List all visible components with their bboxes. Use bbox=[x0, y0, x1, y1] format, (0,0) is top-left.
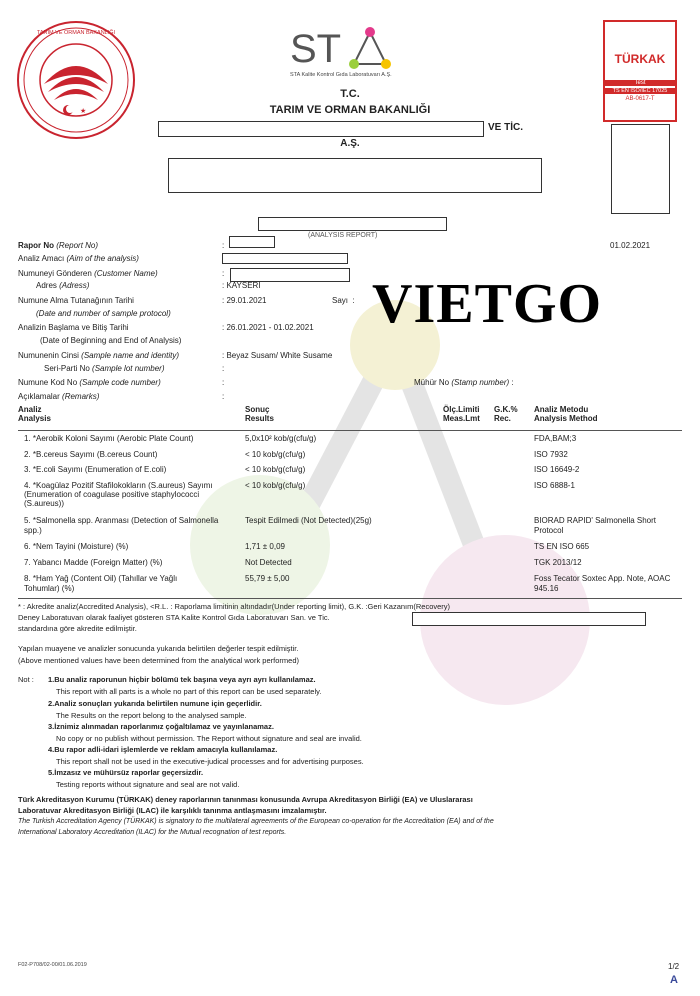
table-header-rule bbox=[18, 430, 682, 431]
info-amac: Analiz Amacı (Aim of the analysis) bbox=[18, 254, 139, 263]
info-adres: Adres (Adress) bbox=[36, 281, 90, 290]
performed-en: (Above mentioned values have been determined from the analytical work performed) bbox=[18, 656, 299, 665]
svg-text:TARIM VE ORMAN BAKANLIĞI: TARIM VE ORMAN BAKANLIĞI bbox=[36, 30, 116, 36]
redacted-accred bbox=[412, 612, 646, 626]
note-1-en: This report with all parts is a whole no part of this report can be used separately. bbox=[56, 687, 322, 696]
turkak-text-en-1: The Turkish Accreditation Agency (TÜRKAK) is signatory to the multilateral agreements of the European co-operation for the Accreditation (EA) and of the bbox=[18, 818, 494, 825]
vietgo-watermark: VIETGO bbox=[372, 273, 603, 335]
note-3-en: No copy or no publish without permission. The Report without signature and seal are invalid. bbox=[56, 734, 362, 743]
info-kod: Numune Kod No (Sample code number) bbox=[18, 378, 161, 387]
header-ministry: TARIM VE ORMAN BAKANLIĞI bbox=[269, 104, 431, 116]
info-gonderen: Numuneyi Gönderen (Customer Name) bbox=[18, 269, 158, 278]
th-analiz: Analiz Analysis bbox=[18, 405, 51, 423]
note-4-en: This report shall not be used in the executive-judical processes and for advertising purposes. bbox=[56, 757, 364, 766]
header-ve-tic: VE TİC. bbox=[488, 122, 524, 133]
sta-subtitle: STA Kalite Kontrol Gıda Laboratuvarı A.Ş. bbox=[290, 72, 392, 78]
performed-tr: Yapılan muayene ve analizler sonucunda yukarıda belirtilen değerler tespit edilmiştir. bbox=[18, 644, 299, 653]
note-1-tr: 1.Bu analiz raporunun hiçbir bölümü tek başına veya ayrı ayrı kullanılamaz. bbox=[48, 675, 316, 684]
analysis-report-label: (ANALYSIS REPORT) bbox=[308, 232, 378, 239]
not-label: Not : bbox=[18, 675, 34, 684]
info-seri: Seri-Parti No (Sample lot number) bbox=[44, 364, 165, 373]
turkak-standard: TS EN ISO/IEC 17025 bbox=[605, 88, 675, 94]
header-tc: T.C. bbox=[340, 88, 360, 100]
page-number: 1/2 bbox=[668, 962, 680, 971]
redacted-lab-name bbox=[158, 121, 484, 137]
note-2-en: The Results on the report belong to the analysed sample. bbox=[56, 711, 247, 720]
note-2-tr: 2.Analiz sonuçları yukarıda belirtilen numune için geçerlidir. bbox=[48, 699, 262, 708]
report-date: 01.02.2021 bbox=[610, 241, 651, 250]
svg-text:★: ★ bbox=[80, 108, 87, 115]
note-5-en: Testing reports without signature and seal are not valid. bbox=[56, 780, 240, 789]
info-aciklama: Açıklamalar (Remarks) bbox=[18, 392, 100, 401]
turkak-code: AB-0617-T bbox=[625, 96, 655, 102]
redacted-report-title bbox=[258, 217, 447, 231]
redacted-report-no bbox=[229, 236, 275, 248]
redacted-customer bbox=[230, 268, 350, 282]
th-sonuc: Sonuç Results bbox=[245, 405, 274, 423]
accred-text-1: Deney Laboratuvarı olarak faaliyet gösteren STA Kalite Kontrol Gıda Laboratuvarı San. ve Tic. bbox=[18, 613, 330, 622]
th-gk: G.K.% Rec. bbox=[494, 405, 518, 423]
info-baslama-en: (Date of Beginning and End of Analysis) bbox=[40, 336, 182, 345]
sta-logo-letters: ST bbox=[290, 27, 342, 70]
form-code: F02-P708/02-00/01.06.2019 bbox=[18, 962, 87, 968]
info-rapor-no: Rapor No (Report No) bbox=[18, 241, 99, 250]
turkak-text-tr-2: Laboratuvar Akreditasyon Birliği (ILAC) ile karşılıklı tanınma antlaşmasını imzalamıştır. bbox=[18, 806, 327, 815]
legend-text: * : Akredite analiz(Accredited Analysis), <R.L. : Raporlama limitinin altındadır(Under reporting limit), G.K. :Geri Kazanım(Recovery) bbox=[18, 602, 451, 611]
note-4-tr: 4.Bu rapor adli-idari işlemlerde ve reklam amacıyla kullanılamaz. bbox=[48, 745, 278, 754]
header-as: A.Ş. bbox=[340, 138, 360, 149]
redacted-aim bbox=[222, 253, 348, 264]
label: Rapor No bbox=[18, 241, 54, 250]
turkak-name: TÜRKAK bbox=[614, 52, 666, 66]
info-tutanak: Numune Alma Tutanağının Tarihi bbox=[18, 296, 134, 305]
info-muhur: Mühür No (Stamp number) : bbox=[414, 378, 514, 387]
th-metod: Analiz Metodu Analysis Method bbox=[534, 405, 598, 423]
note-5-tr: 5.İmzasız ve mühürsüz raporlar geçersizdir. bbox=[48, 768, 204, 777]
turkak-text-en-2: International Laboratory Accreditation (ILAC) for the Mutual recognation of test reports. bbox=[18, 829, 287, 836]
info-baslama: Analizin Başlama ve Bitiş Tarihi bbox=[18, 323, 129, 332]
turkak-test: Test bbox=[605, 80, 675, 86]
page-mark: A bbox=[670, 974, 678, 986]
accred-text-2: standardına göre akredite edilmiştir. bbox=[18, 624, 137, 633]
table-footer-rule bbox=[18, 598, 682, 599]
redacted-qr bbox=[611, 124, 670, 214]
sta-logo bbox=[290, 22, 400, 72]
note-3-tr: 3.İznimiz alınmadan raporlarımız çoğaltılamaz ve yayınlanamaz. bbox=[48, 722, 274, 731]
th-olcum: Ölç.Limiti Meas.Lmt bbox=[443, 405, 480, 423]
ministry-seal-logo bbox=[14, 18, 138, 142]
info-cins: Numunenin Cinsi (Sample name and identity) bbox=[18, 351, 179, 360]
info-tutanak-en: (Date and number of sample protocol) bbox=[36, 309, 171, 318]
turkak-text-tr-1: Türk Akreditasyon Kurumu (TÜRKAK) deney raporlarının tanınması konusunda Avrupa Akreditasyon Birliği (EA) ve Uluslararası bbox=[18, 795, 473, 804]
redacted-address bbox=[168, 158, 542, 193]
